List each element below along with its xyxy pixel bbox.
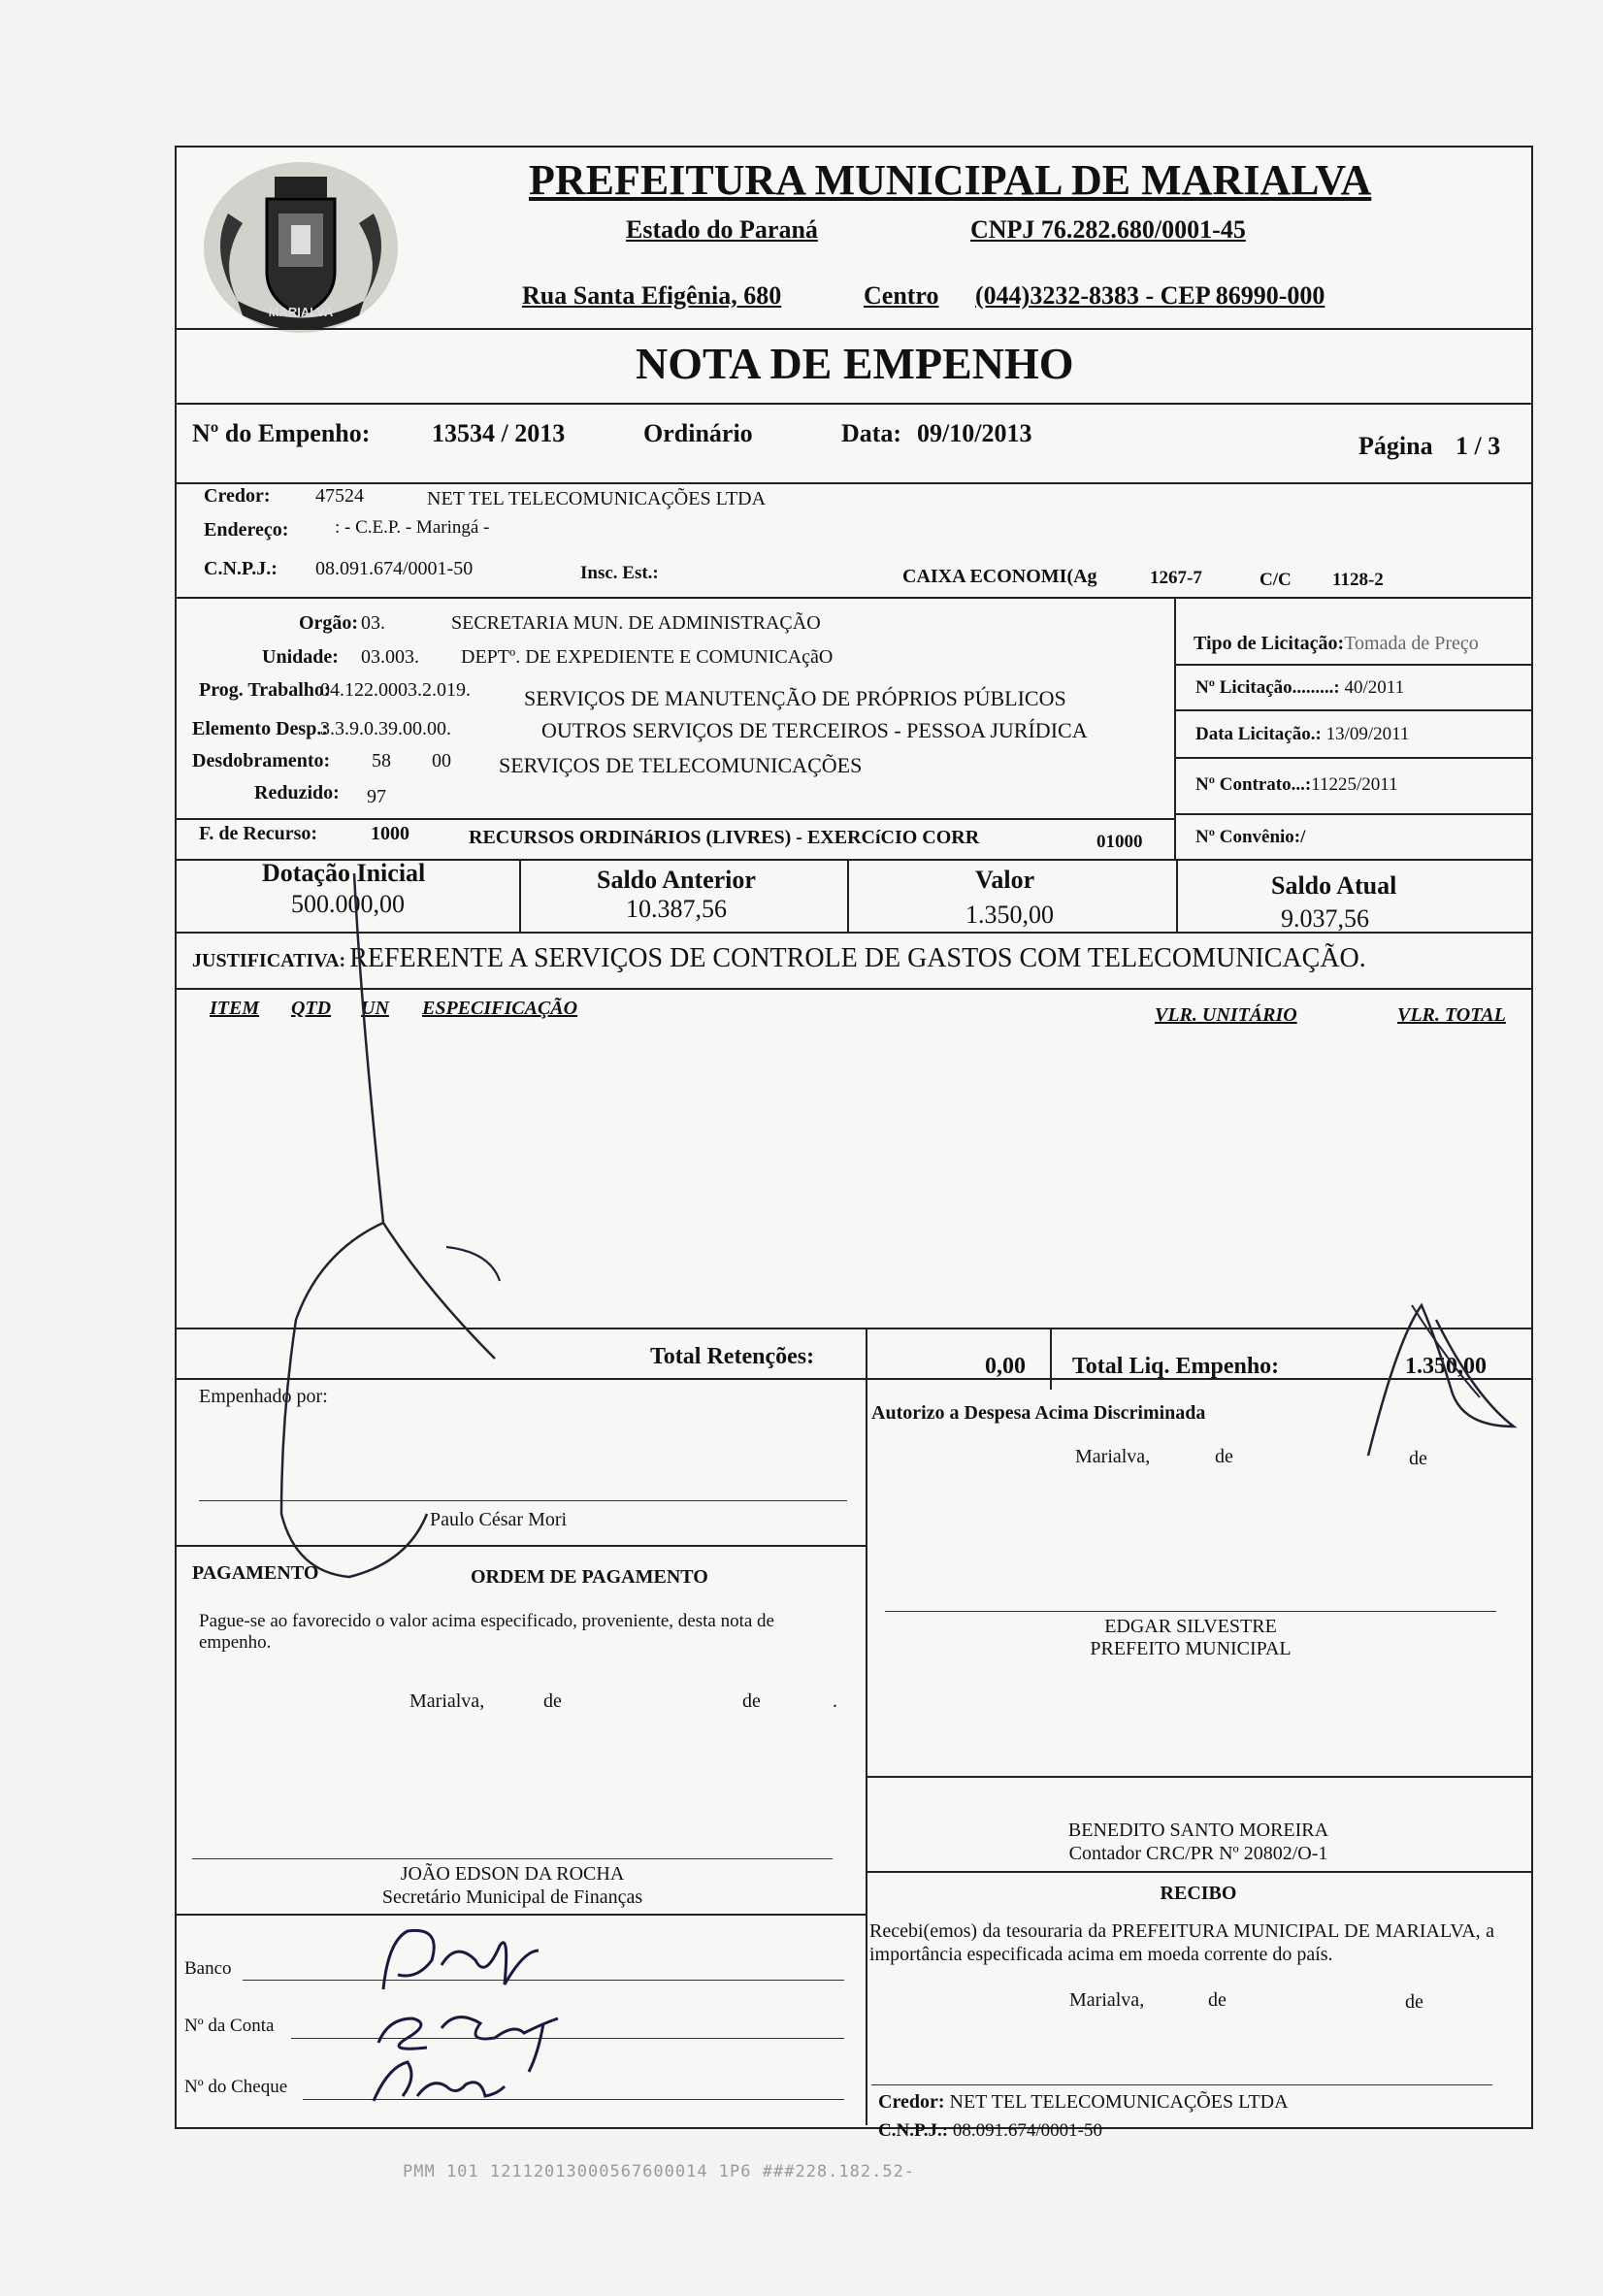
cheque-label: Nº do Cheque — [184, 2077, 288, 2097]
insc-label: Insc. Est.: — [580, 563, 659, 583]
pagamento-text: Pague-se ao favorecido o valor acima especificado, proveniente, desta nota de empenho. — [199, 1611, 774, 1653]
autorizo-label: Autorizo a Despesa Acima Discriminada — [871, 1402, 1206, 1424]
credor-cnpj: 08.091.674/0001-50 — [315, 558, 474, 579]
items-col-vlr-total: VLR. TOTAL — [1397, 1004, 1506, 1026]
licitacao-tipo-value: Tomada de Preço — [1344, 633, 1479, 654]
licitacao-tipo-label: Tipo de Licitação: — [1194, 633, 1345, 654]
justificativa-label: JUSTIFICATIVA: — [192, 950, 346, 971]
footer-cnpj-value: 08.091.674/0001-50 — [952, 2120, 1102, 2141]
cnpj-label: C.N.P.J.: — [204, 558, 278, 579]
recurso-num: 01000 — [1096, 832, 1143, 852]
pen-stroke-line — [354, 873, 495, 1359]
retencoes-label: Total Retenções: — [650, 1344, 815, 1369]
signature-banco — [383, 1930, 539, 1989]
pagamento-label: PAGAMENTO — [192, 1562, 319, 1584]
credor-cc: 1128-2 — [1332, 570, 1384, 590]
unidade-label: Unidade: — [262, 646, 339, 668]
autorizo-de1: de — [1215, 1446, 1233, 1467]
desd-code2: 00 — [432, 750, 451, 771]
justificativa-text: REFERENTE A SERVIÇOS DE CONTROLE DE GASTOS COM TELECOMUNICAÇÃO. — [349, 943, 1366, 973]
empenho-type: Ordinário — [643, 419, 753, 447]
orgao-code: 03. — [361, 612, 385, 634]
elem-label: Elemento Desp.: — [192, 718, 328, 739]
licitacao-contrato-value: 11225/2011 — [1311, 774, 1398, 795]
orgao-name: SECRETARIA MUN. DE ADMINISTRAÇÃO — [451, 612, 821, 634]
empenhado-name: Paulo César Mori — [430, 1509, 568, 1530]
signature-cheque — [374, 2062, 505, 2101]
items-col-vlr-unit: VLR. UNITÁRIO — [1155, 1004, 1297, 1026]
licitacao-convenio: Nº Convênio:/ — [1195, 827, 1306, 847]
empenho-date-label: Data: — [841, 419, 902, 447]
header-address: Rua Santa Efigênia, 680 — [522, 281, 782, 310]
empenho-date: 09/10/2013 — [917, 419, 1032, 447]
empenho-number-label: Nº do Empenho: — [192, 419, 371, 447]
retencoes-value: 0,00 — [985, 1354, 1026, 1379]
licitacao-num-label: Nº Licitação.........: — [1195, 677, 1340, 698]
contador-name: BENEDITO SANTO MOREIRA — [1067, 1820, 1329, 1841]
recibo-place: Marialva, — [1069, 1989, 1145, 2011]
prefeito-name: EDGAR SILVESTRE — [1104, 1616, 1277, 1637]
items-col-un: UN — [361, 998, 389, 1019]
page-number: 1 / 3 — [1456, 432, 1501, 460]
municipality-title: PREFEITURA MUNICIPAL DE MARIALVA — [529, 156, 1372, 204]
address-label: Endereço: — [204, 519, 289, 541]
header-district: Centro — [864, 281, 939, 310]
contador-title: Contador CRC/PR Nº 20802/O-1 — [1068, 1843, 1328, 1864]
prog-code: 04.122.0003.2.019. — [320, 679, 471, 701]
recibo-de1: de — [1208, 1989, 1227, 2011]
header-phone-cep: (044)3232-8383 - CEP 86990-000 — [975, 281, 1325, 310]
credor-label: Credor: — [204, 485, 271, 507]
ordem-pagamento-label: ORDEM DE PAGAMENTO — [471, 1566, 708, 1588]
saldo-anterior-label: Saldo Anterior — [597, 866, 756, 894]
footer-credor-name: NET TEL TELECOMUNICAÇÕES LTDA — [949, 2091, 1289, 2113]
credor-cc-label: C/C — [1260, 570, 1292, 590]
reduz-value: 97 — [367, 786, 386, 807]
credor-address: : - C.E.P. - Maringá - — [335, 517, 490, 538]
valor-value: 1.350,00 — [965, 901, 1054, 929]
prog-name: SERVIÇOS DE MANUTENÇÃO DE PRÓPRIOS PÚBLICOS — [524, 686, 1066, 710]
licitacao-contrato-label: Nº Contrato...: — [1195, 774, 1312, 795]
credor-agency: 1267-7 — [1150, 568, 1202, 588]
unidade-code: 03.003. — [361, 646, 419, 668]
footer-cnpj-label: C.N.P.J.: — [878, 2120, 949, 2141]
elem-name: OUTROS SERVIÇOS DE TERCEIROS - PESSOA JURÍDICA — [541, 718, 1088, 742]
recurso-label: F. de Recurso: — [199, 823, 318, 844]
items-col-qtd: QTD — [291, 998, 332, 1019]
items-col-item: ITEM — [210, 998, 260, 1019]
initials-mark — [1368, 1305, 1514, 1456]
items-col-espec: ESPECIFICAÇÃO — [422, 998, 578, 1019]
autorizo-place: Marialva, — [1075, 1446, 1151, 1467]
desd-name: SERVIÇOS DE TELECOMUNICAÇÕES — [499, 753, 863, 777]
pen-stroke-hook — [446, 1247, 500, 1281]
pen-stroke-loop — [281, 1223, 427, 1577]
reduz-label: Reduzido: — [254, 782, 340, 804]
recurso-name: RECURSOS ORDINáRIOS (LIVRES) - EXERCíCIO CORR — [469, 827, 980, 848]
doc-title: NOTA DE EMPENHO — [636, 339, 1074, 388]
pagamento-place: Marialva, — [409, 1690, 485, 1712]
prog-label: Prog. Trabalho: — [199, 679, 331, 701]
secretario-title: Secretário Municipal de Finanças — [381, 1886, 643, 1908]
saldo-atual-value: 9.037,56 — [1281, 904, 1369, 933]
pagamento-dot: . — [833, 1690, 837, 1712]
unidade-name: DEPTº. DE EXPEDIENTE E COMUNICAçãO — [461, 646, 834, 668]
initials-cross — [1412, 1305, 1480, 1397]
valor-label: Valor — [975, 866, 1035, 894]
desd-code1: 58 — [372, 750, 391, 771]
recurso-code: 1000 — [371, 823, 409, 844]
orgao-label: Orgão: — [299, 612, 359, 634]
pagamento-de2: de — [742, 1690, 761, 1712]
credor-code: 47524 — [315, 485, 364, 507]
header-cnpj: CNPJ 76.282.680/0001-45 — [970, 215, 1246, 244]
page-label: Página — [1358, 432, 1433, 460]
credor-bank: CAIXA ECONOMI(Ag — [902, 566, 1097, 587]
recibo-text: Recebi(emos) da tesouraria da PREFEITURA MUNICIPAL DE MARIALVA, a importância especificada acima em moeda corrente do país. — [869, 1920, 1494, 1965]
banco-label: Banco — [184, 1958, 232, 1979]
credor-name: NET TEL TELECOMUNICAÇÕES LTDA — [427, 488, 767, 509]
empenhado-label: Empenhado por: — [199, 1386, 328, 1407]
seal-ribbon-text: MARIALVA — [268, 305, 334, 319]
desd-label: Desdobramento: — [192, 750, 331, 771]
footer-credor-label: Credor: — [878, 2091, 945, 2113]
recibo-label: RECIBO — [1160, 1883, 1237, 1904]
pagamento-de1: de — [543, 1690, 562, 1712]
autorizo-de2: de — [1409, 1448, 1427, 1469]
liquido-label: Total Liq. Empenho: — [1072, 1354, 1280, 1379]
prefeito-title: PREFEITO MUNICIPAL — [1090, 1638, 1292, 1659]
state-name: Estado do Paraná — [626, 215, 818, 244]
licitacao-num-value: 40/2011 — [1344, 677, 1405, 698]
stamp-code: PMM 101 12112013000567600014 1P6 ###228.182.52- — [403, 2162, 916, 2181]
secretario-name: JOÃO EDSON DA ROCHA — [400, 1863, 625, 1885]
licitacao-data-label: Data Licitação.: — [1195, 724, 1322, 744]
dotacao-label: Dotação Inicial — [262, 859, 426, 887]
conta-label: Nº da Conta — [184, 2016, 275, 2036]
empenho-number: 13534 / 2013 — [432, 419, 566, 447]
saldo-atual-label: Saldo Atual — [1271, 871, 1397, 900]
dotacao-value: 500.000,00 — [291, 890, 405, 918]
saldo-anterior-value: 10.387,56 — [626, 895, 727, 923]
recibo-de2: de — [1405, 1991, 1423, 2013]
elem-code: 3.3.9.0.39.00.00. — [320, 718, 451, 739]
licitacao-data-value: 13/09/2011 — [1325, 724, 1410, 744]
liquido-value: 1.350,00 — [1405, 1354, 1487, 1379]
